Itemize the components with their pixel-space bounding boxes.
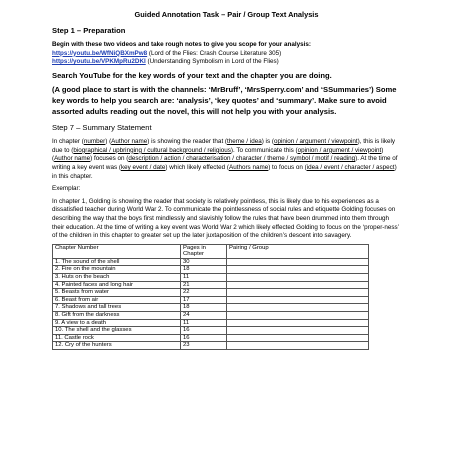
pairing-cell[interactable]	[227, 334, 369, 342]
exemplar-label: Exemplar:	[52, 185, 81, 193]
video-link-2-desc: (Understanding Symbolism in Lord of the Flies)	[145, 58, 279, 66]
pages-cell: 30	[181, 258, 227, 266]
channel-advice: (A good place to start is with the channels: ‘MrBruff’, ‘MrsSperry.com’ and ‘SSummaries’) Some key words to help you search are: ‘analysis’, ‘key quotes’ and ‘summary’. Make sure to avoid assorted adults reading out the novel, this will not help you with your analysis.	[52, 85, 397, 116]
chapter-cell: 7. Shadows and tall trees	[53, 304, 181, 312]
chapter-cell: 4. Painted faces and long hair	[53, 281, 181, 289]
template-placeholder: Author name	[54, 155, 91, 163]
pages-cell: 22	[181, 289, 227, 297]
table-row	[53, 289, 369, 297]
chapter-cell: 8. Gift from the darkness	[53, 312, 181, 320]
template-text: ) is showing the reader that (	[147, 138, 228, 146]
table-row	[53, 319, 369, 327]
pairing-cell[interactable]	[227, 296, 369, 304]
template-placeholder: idea / event / character / aspect	[306, 163, 395, 171]
table-row	[53, 304, 369, 312]
pairing-cell[interactable]	[227, 319, 369, 327]
table-header-row	[53, 244, 369, 258]
template-text: In chapter (	[52, 138, 84, 146]
template-text: ) in this chapter.	[52, 163, 397, 180]
template-text: ) is (	[261, 138, 274, 146]
template-text: ). To communicate this (	[230, 146, 298, 154]
pages-cell: 18	[181, 266, 227, 274]
template-text: ) (	[105, 138, 112, 146]
pairing-cell[interactable]	[227, 312, 369, 320]
pages-cell: 21	[181, 281, 227, 289]
template-text: ) to focus on (	[268, 163, 307, 171]
table-row	[53, 274, 369, 282]
video-link-1-desc: (Lord of the Flies: Crash Course Literature 305)	[147, 49, 282, 57]
chapter-cell: 12. Cry of the hunters	[53, 342, 181, 350]
pages-cell: 16	[181, 327, 227, 335]
video-link-1[interactable]: https://youtu.be/WfNiQBXmPw8	[52, 49, 148, 57]
template-text: ). At the time of writing a key event was (	[52, 155, 398, 171]
chapter-cell: 2. Fire on the mountain	[53, 266, 181, 274]
step-7-section	[52, 123, 401, 241]
template-placeholder: opinion / argument / viewpoint	[273, 138, 358, 146]
template-placeholder: description / action / characterisation / character / theme / symbol / motif / reading	[128, 155, 356, 163]
table-row	[53, 334, 369, 342]
chapter-cell: 5. Beasts from water	[53, 289, 181, 297]
pairing-cell[interactable]	[227, 281, 369, 289]
video-link-line-1	[52, 50, 401, 59]
template-placeholder: number	[83, 138, 106, 146]
template-placeholder: Author name	[111, 138, 148, 146]
video-link-line-2	[52, 58, 401, 67]
table-row	[53, 296, 369, 304]
table-row	[53, 266, 369, 274]
table-row	[53, 312, 369, 320]
exemplar-text: In chapter 1, Golding is showing the reader that society is relatively pointless, this is likely due to his experiences as a dissatisfied teacher during World War 2. To communicate the pointlessness of social rules and etiquette Golding focuses on describing the way that the boys first mindlessly and slavishly follow the rules that have been drummed into them through their education. At the time of writing a key event was World War 2 which likely effected Golding to focus on the ‘proper-ness’ of the children in this chapter to greater set up the later juxtaposition of the children’s descent into savagery.	[52, 197, 399, 240]
chapter-cell: 3. Huts on the beach	[53, 274, 181, 282]
pairing-cell[interactable]	[227, 304, 369, 312]
pages-cell: 18	[181, 304, 227, 312]
template-placeholder: opinion / argument / viewpoint	[297, 146, 382, 154]
pages-cell: 16	[181, 334, 227, 342]
template-placeholder: key event / date	[120, 163, 166, 171]
header-pages: Pages in Chapter	[181, 244, 227, 258]
template-text: ) which likely effected (	[165, 163, 229, 171]
template-placeholder: theme / idea	[227, 138, 262, 146]
chapter-cell: 10. The shell and the glasses	[53, 327, 181, 335]
video-link-2[interactable]: https://youtu.be/VPKMpRu2DKI	[52, 58, 146, 66]
template-text: ), this is likely due to (	[52, 138, 396, 154]
table-row	[53, 327, 369, 335]
summary-template	[52, 138, 401, 181]
step-7-heading: Step 7 – Summary Statement	[52, 123, 152, 133]
pages-cell: 23	[181, 342, 227, 350]
pages-cell: 11	[181, 274, 227, 282]
step-1-section	[52, 26, 401, 117]
chapter-cell: 11. Castle rock	[53, 334, 181, 342]
pairing-cell[interactable]	[227, 327, 369, 335]
template-placeholder: biographical / upbringing / cultural background / religious	[73, 146, 231, 154]
search-instruction: Search YouTube for the key words of your text and the chapter you are doing.	[52, 70, 332, 80]
pairing-cell[interactable]	[227, 342, 369, 350]
chapter-table	[52, 244, 369, 350]
step-1-intro: Begin with these two videos and take rough notes to give you scope for your analysis:	[52, 41, 311, 48]
pairing-cell[interactable]	[227, 274, 369, 282]
chapter-cell: 6. Beast from air	[53, 296, 181, 304]
pages-cell: 24	[181, 312, 227, 320]
table-body	[53, 258, 369, 349]
pairing-cell[interactable]	[227, 266, 369, 274]
document-title: Guided Annotation Task – Pair / Group Text Analysis	[134, 10, 319, 19]
template-text: ) (	[52, 146, 384, 163]
chapter-cell: 1. The sound of the shell	[53, 258, 181, 266]
table-row	[53, 258, 369, 266]
step-1-heading: Step 1 – Preparation	[52, 26, 126, 35]
template-text: ) focuses on (	[90, 155, 129, 163]
template-placeholder: Authors name	[229, 163, 269, 171]
pages-cell: 17	[181, 296, 227, 304]
header-chapter-number: Chapter Number	[53, 244, 181, 258]
table-row	[53, 342, 369, 350]
pages-cell: 11	[181, 319, 227, 327]
pairing-cell[interactable]	[227, 289, 369, 297]
chapter-cell: 9. A view to a death	[53, 319, 181, 327]
pairing-cell[interactable]	[227, 258, 369, 266]
table-row	[53, 281, 369, 289]
header-pairing: Pairing / Group	[227, 244, 369, 258]
